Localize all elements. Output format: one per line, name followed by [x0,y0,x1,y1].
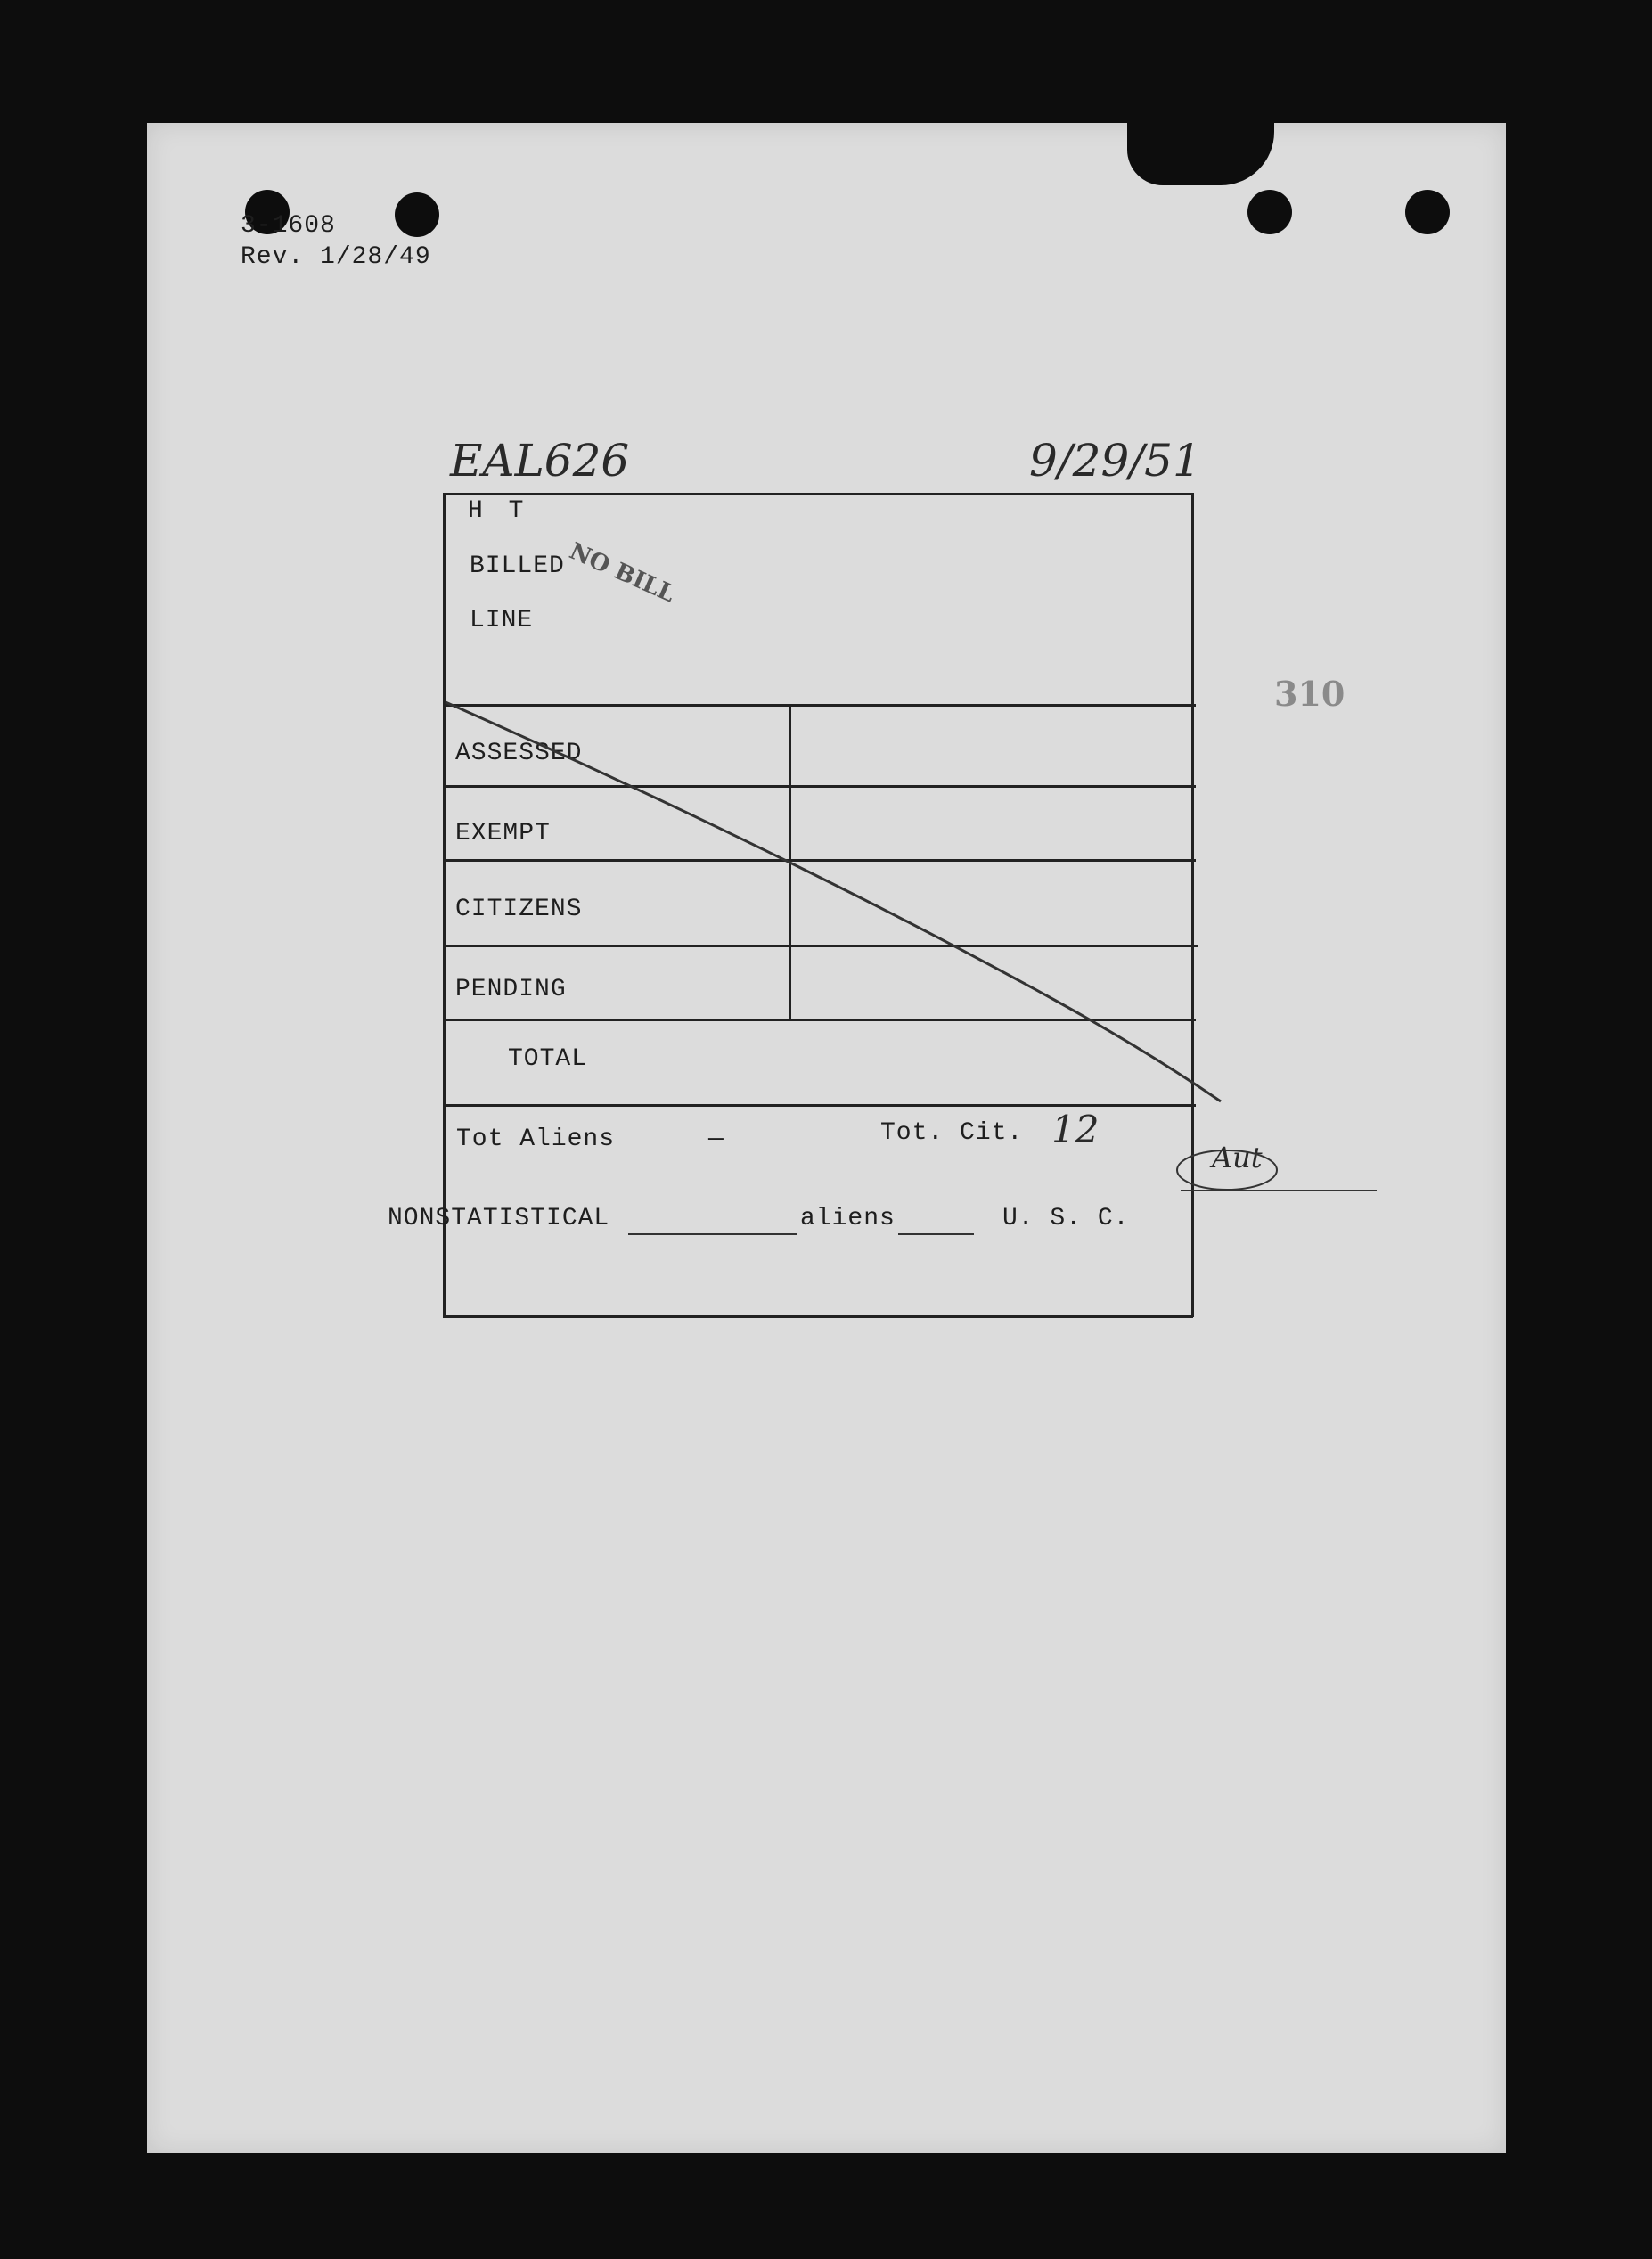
table-border-bottom [443,1315,1193,1318]
row-divider [443,704,1196,707]
row-label-assessed: ASSESSED [455,740,583,767]
row-label-exempt: EXEMPT [455,820,551,847]
aliens-blank-line [898,1233,974,1235]
row-divider [443,1019,1196,1021]
tot-cit-label: Tot. Cit. [880,1119,1024,1147]
document-page [147,123,1506,2153]
handwritten-flight-code: EAL626 [450,435,630,487]
punch-hole [1405,190,1450,234]
punch-hole [395,192,439,237]
row-label-pending: PENDING [455,976,567,1003]
header-label-billed: BILLED [470,552,565,580]
nonstatistical-blank-line [628,1233,797,1235]
table-border-top [443,493,1193,495]
handwritten-total-citizens: 12 [1051,1108,1100,1151]
tot-aliens-value: — [708,1125,724,1153]
usc-label: U. S. C. [1002,1205,1130,1232]
row-divider [443,859,1196,862]
header-label-ht: H T [468,497,529,525]
row-label-citizens: CITIZENS [455,896,583,923]
form-number: 3-1608 [241,212,336,240]
header-label-line: LINE [470,607,534,634]
form-revision: Rev. 1/28/49 [241,243,431,271]
tot-aliens-label: Tot Aliens [456,1125,616,1153]
row-divider [443,945,1198,947]
column-divider [789,704,791,1019]
punch-hole [1247,190,1292,234]
initials-circle [1172,1148,1394,1219]
row-divider [443,1104,1196,1107]
no-bill-stamp: NO BILL [565,537,679,609]
aliens-label: aliens [800,1205,896,1232]
handwritten-date: 9/29/51 [1029,435,1201,487]
handwritten-initials: Aut [1212,1141,1263,1175]
torn-edge [1127,123,1274,185]
row-divider [443,785,1196,788]
nonstatistical-label: NONSTATISTICAL [388,1205,610,1232]
table-border-left [443,493,446,1317]
total-label: TOTAL [508,1045,588,1073]
page-number-stamp: 310 [1274,674,1345,714]
